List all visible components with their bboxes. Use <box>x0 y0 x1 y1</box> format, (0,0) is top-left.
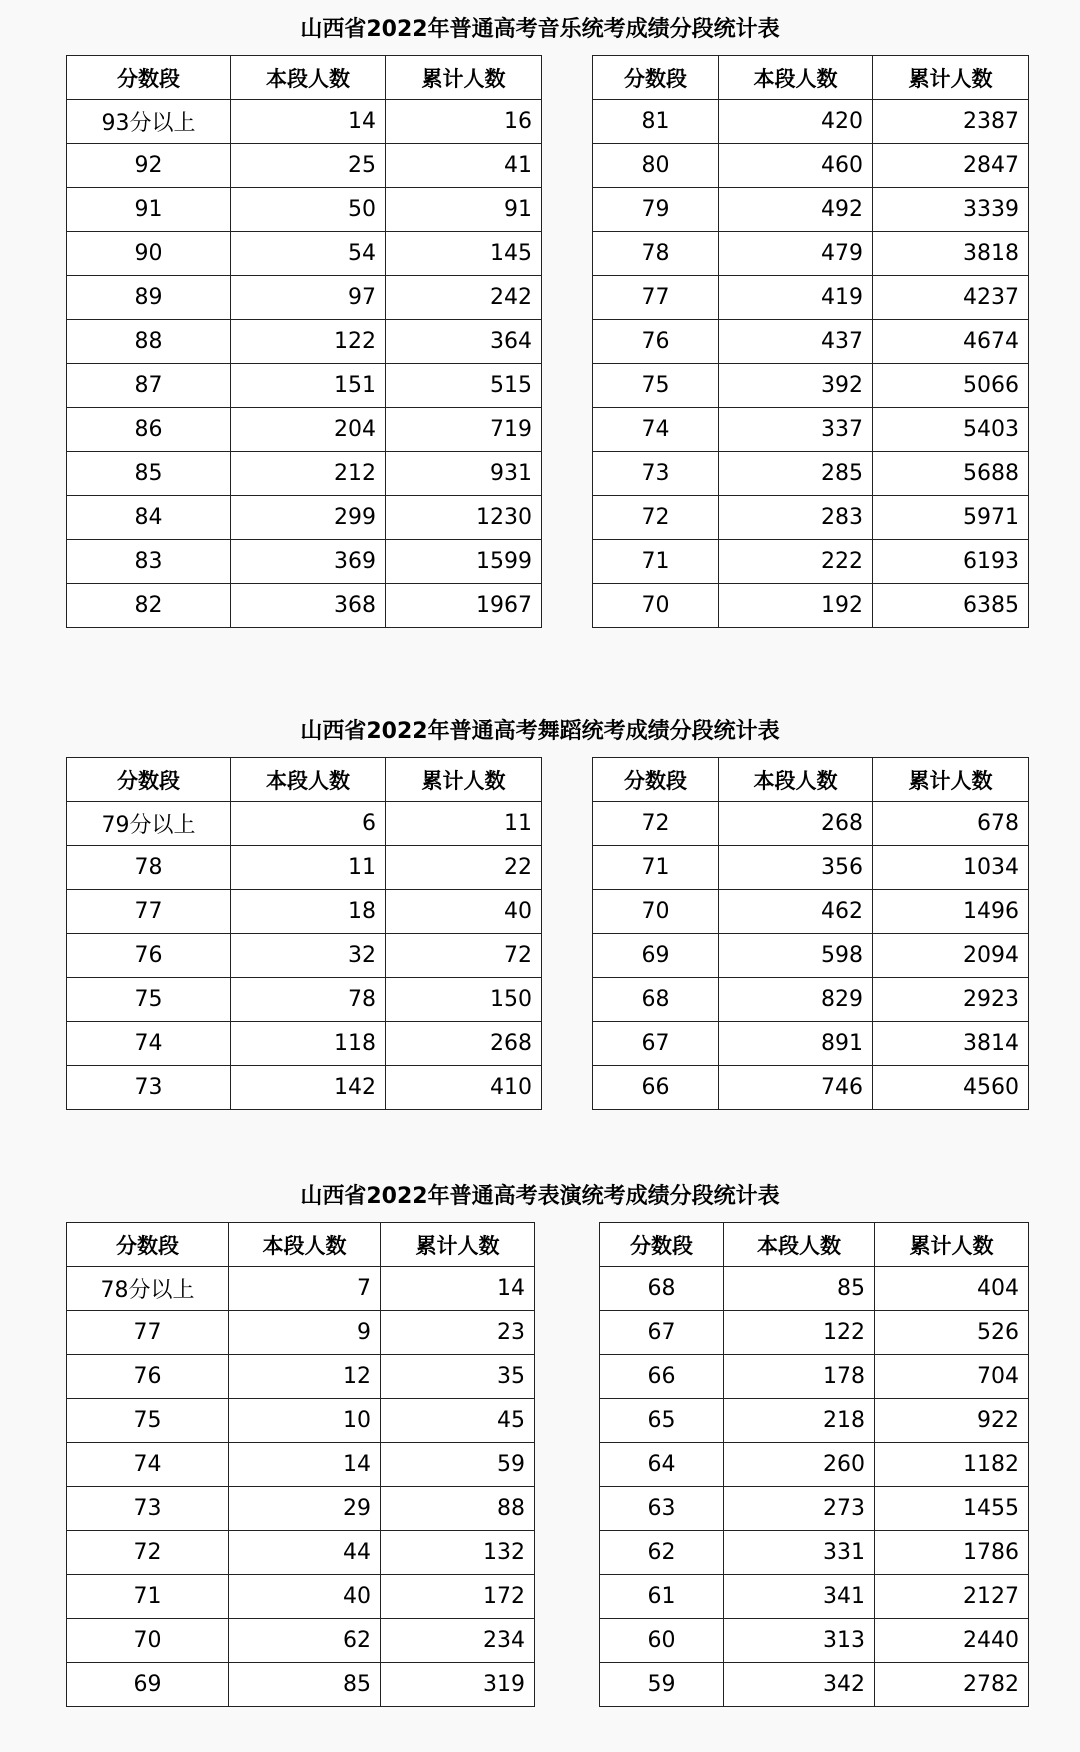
table-row <box>593 890 1029 934</box>
count-cell: 85 <box>724 1267 875 1311</box>
score-cell: 76 <box>67 1355 229 1399</box>
cumulative-cell: 1786 <box>875 1531 1029 1575</box>
count-cell: 273 <box>724 1487 875 1531</box>
count-cell: 285 <box>719 452 873 496</box>
count-cell: 746 <box>719 1066 873 1110</box>
table-row <box>600 1355 1029 1399</box>
table-row <box>600 1575 1029 1619</box>
count-cell: 9 <box>229 1311 381 1355</box>
cumulative-cell: 91 <box>386 188 542 232</box>
cumulative-cell: 5403 <box>873 408 1029 452</box>
score-cell: 91 <box>67 188 231 232</box>
table-row <box>67 1663 535 1707</box>
table-row <box>593 540 1029 584</box>
cumulative-cell: 268 <box>386 1022 542 1066</box>
cumulative-cell: 719 <box>386 408 542 452</box>
count-cell: 85 <box>229 1663 381 1707</box>
table-row <box>67 144 542 188</box>
count-cell: 392 <box>719 364 873 408</box>
count-cell: 419 <box>719 276 873 320</box>
table-row <box>593 408 1029 452</box>
table-row <box>67 276 542 320</box>
count-cell: 222 <box>719 540 873 584</box>
dance-table-title: 山西省2022年普通高考舞蹈统考成绩分段统计表 <box>300 719 780 744</box>
count-cell: 54 <box>231 232 386 276</box>
cumulative-cell: 922 <box>875 1399 1029 1443</box>
table-row <box>67 1443 535 1487</box>
column-header: 分数段 <box>67 758 231 802</box>
count-cell: 598 <box>719 934 873 978</box>
score-cell: 73 <box>67 1487 229 1531</box>
count-cell: 29 <box>229 1487 381 1531</box>
table-row <box>67 188 542 232</box>
cumulative-cell: 6385 <box>873 584 1029 628</box>
cumulative-cell: 16 <box>386 100 542 144</box>
table-row <box>67 802 542 846</box>
count-cell: 356 <box>719 846 873 890</box>
score-cell: 78 <box>67 846 231 890</box>
count-cell: 142 <box>231 1066 386 1110</box>
table-header-row <box>593 758 1029 802</box>
cumulative-cell: 2847 <box>873 144 1029 188</box>
table-row <box>593 320 1029 364</box>
count-cell: 6 <box>231 802 386 846</box>
cumulative-cell: 526 <box>875 1311 1029 1355</box>
score-cell: 70 <box>593 584 719 628</box>
table-row <box>593 1066 1029 1110</box>
cumulative-cell: 6193 <box>873 540 1029 584</box>
cumulative-cell: 678 <box>873 802 1029 846</box>
score-cell: 70 <box>67 1619 229 1663</box>
count-cell: 40 <box>229 1575 381 1619</box>
count-cell: 62 <box>229 1619 381 1663</box>
score-cell: 59 <box>600 1663 724 1707</box>
table-row <box>67 452 542 496</box>
count-cell: 479 <box>719 232 873 276</box>
table-row <box>67 1267 535 1311</box>
count-cell: 7 <box>229 1267 381 1311</box>
table-row <box>600 1619 1029 1663</box>
score-cell: 68 <box>593 978 719 1022</box>
count-cell: 420 <box>719 100 873 144</box>
table-row <box>600 1399 1029 1443</box>
score-cell: 65 <box>600 1399 724 1443</box>
cumulative-cell: 704 <box>875 1355 1029 1399</box>
cumulative-cell: 234 <box>381 1619 535 1663</box>
column-header: 分数段 <box>67 1223 229 1267</box>
score-cell: 90 <box>67 232 231 276</box>
score-cell: 85 <box>67 452 231 496</box>
table-row <box>593 364 1029 408</box>
count-cell: 260 <box>724 1443 875 1487</box>
table-row <box>67 1531 535 1575</box>
cumulative-cell: 3339 <box>873 188 1029 232</box>
column-header: 分数段 <box>593 56 719 100</box>
cumulative-cell: 931 <box>386 452 542 496</box>
table-row <box>600 1443 1029 1487</box>
table-row <box>593 934 1029 978</box>
table-row <box>67 978 542 1022</box>
cumulative-cell: 1034 <box>873 846 1029 890</box>
count-cell: 369 <box>231 540 386 584</box>
column-header: 累计人数 <box>873 758 1029 802</box>
score-cell: 73 <box>593 452 719 496</box>
cumulative-cell: 4674 <box>873 320 1029 364</box>
cumulative-cell: 515 <box>386 364 542 408</box>
cumulative-cell: 2782 <box>875 1663 1029 1707</box>
count-cell: 437 <box>719 320 873 364</box>
column-header: 本段人数 <box>229 1223 381 1267</box>
count-cell: 891 <box>719 1022 873 1066</box>
table-row <box>593 100 1029 144</box>
count-cell: 11 <box>231 846 386 890</box>
table-row <box>593 452 1029 496</box>
column-header: 本段人数 <box>724 1223 875 1267</box>
cumulative-cell: 3814 <box>873 1022 1029 1066</box>
count-cell: 118 <box>231 1022 386 1066</box>
score-cell: 69 <box>67 1663 229 1707</box>
table-row <box>67 1619 535 1663</box>
cumulative-cell: 72 <box>386 934 542 978</box>
column-header: 累计人数 <box>386 56 542 100</box>
table-row <box>593 846 1029 890</box>
score-cell: 70 <box>593 890 719 934</box>
cumulative-cell: 1967 <box>386 584 542 628</box>
table-row <box>67 364 542 408</box>
cumulative-cell: 4237 <box>873 276 1029 320</box>
table-header-row <box>67 56 542 100</box>
music-table-left <box>66 55 542 628</box>
score-cell: 78分以上 <box>67 1267 229 1311</box>
cumulative-cell: 3818 <box>873 232 1029 276</box>
count-cell: 212 <box>231 452 386 496</box>
cumulative-cell: 145 <box>386 232 542 276</box>
cumulative-cell: 242 <box>386 276 542 320</box>
table-header-row <box>600 1223 1029 1267</box>
count-cell: 218 <box>724 1399 875 1443</box>
table-row <box>67 1487 535 1531</box>
column-header: 分数段 <box>600 1223 724 1267</box>
score-cell: 72 <box>593 496 719 540</box>
table-row <box>593 496 1029 540</box>
column-header: 累计人数 <box>873 56 1029 100</box>
table-row <box>593 584 1029 628</box>
count-cell: 492 <box>719 188 873 232</box>
column-header: 本段人数 <box>719 758 873 802</box>
cumulative-cell: 172 <box>381 1575 535 1619</box>
count-cell: 14 <box>231 100 386 144</box>
table-row <box>67 232 542 276</box>
table-row <box>67 1022 542 1066</box>
cumulative-cell: 88 <box>381 1487 535 1531</box>
count-cell: 368 <box>231 584 386 628</box>
score-cell: 71 <box>67 1575 229 1619</box>
column-header: 分数段 <box>67 56 231 100</box>
column-header: 累计人数 <box>386 758 542 802</box>
table-row <box>593 232 1029 276</box>
table-row <box>67 496 542 540</box>
dance-table-left <box>66 757 542 1110</box>
score-cell: 74 <box>67 1022 231 1066</box>
score-cell: 74 <box>67 1443 229 1487</box>
count-cell: 462 <box>719 890 873 934</box>
table-row <box>600 1531 1029 1575</box>
table-row <box>67 540 542 584</box>
table-row <box>67 1355 535 1399</box>
score-cell: 81 <box>593 100 719 144</box>
score-cell: 74 <box>593 408 719 452</box>
table-row <box>600 1267 1029 1311</box>
count-cell: 204 <box>231 408 386 452</box>
score-cell: 88 <box>67 320 231 364</box>
score-cell: 76 <box>593 320 719 364</box>
count-cell: 50 <box>231 188 386 232</box>
cumulative-cell: 404 <box>875 1267 1029 1311</box>
column-header: 累计人数 <box>875 1223 1029 1267</box>
score-cell: 75 <box>593 364 719 408</box>
score-cell: 72 <box>67 1531 229 1575</box>
table-row <box>600 1487 1029 1531</box>
count-cell: 12 <box>229 1355 381 1399</box>
cumulative-cell: 319 <box>381 1663 535 1707</box>
cumulative-cell: 45 <box>381 1399 535 1443</box>
score-cell: 60 <box>600 1619 724 1663</box>
cumulative-cell: 2127 <box>875 1575 1029 1619</box>
cumulative-cell: 5066 <box>873 364 1029 408</box>
count-cell: 122 <box>231 320 386 364</box>
cumulative-cell: 35 <box>381 1355 535 1399</box>
score-cell: 69 <box>593 934 719 978</box>
score-cell: 73 <box>67 1066 231 1110</box>
table-row <box>593 802 1029 846</box>
score-cell: 92 <box>67 144 231 188</box>
cumulative-cell: 1455 <box>875 1487 1029 1531</box>
score-cell: 68 <box>600 1267 724 1311</box>
count-cell: 32 <box>231 934 386 978</box>
table-row <box>593 978 1029 1022</box>
table-row <box>67 934 542 978</box>
column-header: 本段人数 <box>719 56 873 100</box>
table-row <box>600 1663 1029 1707</box>
cumulative-cell: 150 <box>386 978 542 1022</box>
score-cell: 71 <box>593 846 719 890</box>
score-cell: 93分以上 <box>67 100 231 144</box>
score-cell: 76 <box>67 934 231 978</box>
cumulative-cell: 4560 <box>873 1066 1029 1110</box>
count-cell: 299 <box>231 496 386 540</box>
table-row <box>67 1575 535 1619</box>
score-cell: 71 <box>593 540 719 584</box>
count-cell: 18 <box>231 890 386 934</box>
table-row <box>67 1399 535 1443</box>
score-cell: 77 <box>67 1311 229 1355</box>
score-cell: 86 <box>67 408 231 452</box>
cumulative-cell: 364 <box>386 320 542 364</box>
score-cell: 79分以上 <box>67 802 231 846</box>
cumulative-cell: 1496 <box>873 890 1029 934</box>
score-cell: 77 <box>593 276 719 320</box>
cumulative-cell: 41 <box>386 144 542 188</box>
count-cell: 25 <box>231 144 386 188</box>
table-row <box>593 276 1029 320</box>
music-table-title: 山西省2022年普通高考音乐统考成绩分段统计表 <box>300 17 780 42</box>
cumulative-cell: 410 <box>386 1066 542 1110</box>
score-cell: 67 <box>593 1022 719 1066</box>
score-cell: 67 <box>600 1311 724 1355</box>
score-cell: 66 <box>600 1355 724 1399</box>
count-cell: 78 <box>231 978 386 1022</box>
table-row <box>67 100 542 144</box>
cumulative-cell: 1599 <box>386 540 542 584</box>
table-row <box>67 1066 542 1110</box>
score-cell: 64 <box>600 1443 724 1487</box>
cumulative-cell: 2094 <box>873 934 1029 978</box>
cumulative-cell: 2923 <box>873 978 1029 1022</box>
cumulative-cell: 59 <box>381 1443 535 1487</box>
table-row <box>67 846 542 890</box>
table-row <box>67 890 542 934</box>
table-header-row <box>67 758 542 802</box>
table-row <box>593 144 1029 188</box>
table-row <box>67 408 542 452</box>
column-header: 本段人数 <box>231 56 386 100</box>
cumulative-cell: 2440 <box>875 1619 1029 1663</box>
cumulative-cell: 23 <box>381 1311 535 1355</box>
cumulative-cell: 132 <box>381 1531 535 1575</box>
score-cell: 83 <box>67 540 231 584</box>
column-header: 分数段 <box>593 758 719 802</box>
table-row <box>593 1022 1029 1066</box>
column-header: 本段人数 <box>231 758 386 802</box>
score-cell: 87 <box>67 364 231 408</box>
table-row <box>600 1311 1029 1355</box>
cumulative-cell: 22 <box>386 846 542 890</box>
cumulative-cell: 2387 <box>873 100 1029 144</box>
count-cell: 829 <box>719 978 873 1022</box>
score-cell: 72 <box>593 802 719 846</box>
score-cell: 79 <box>593 188 719 232</box>
cumulative-cell: 1230 <box>386 496 542 540</box>
performance-table-title: 山西省2022年普通高考表演统考成绩分段统计表 <box>300 1184 780 1209</box>
count-cell: 342 <box>724 1663 875 1707</box>
count-cell: 341 <box>724 1575 875 1619</box>
score-cell: 61 <box>600 1575 724 1619</box>
score-cell: 66 <box>593 1066 719 1110</box>
table-header-row <box>67 1223 535 1267</box>
table-header-row <box>593 56 1029 100</box>
count-cell: 10 <box>229 1399 381 1443</box>
table-row <box>593 188 1029 232</box>
count-cell: 283 <box>719 496 873 540</box>
count-cell: 44 <box>229 1531 381 1575</box>
count-cell: 192 <box>719 584 873 628</box>
table-row <box>67 1311 535 1355</box>
count-cell: 178 <box>724 1355 875 1399</box>
score-cell: 78 <box>593 232 719 276</box>
score-cell: 75 <box>67 978 231 1022</box>
column-header: 累计人数 <box>381 1223 535 1267</box>
cumulative-cell: 5688 <box>873 452 1029 496</box>
score-cell: 75 <box>67 1399 229 1443</box>
count-cell: 151 <box>231 364 386 408</box>
performance-table-right <box>599 1222 1029 1707</box>
score-cell: 62 <box>600 1531 724 1575</box>
table-row <box>67 320 542 364</box>
count-cell: 331 <box>724 1531 875 1575</box>
music-table-right <box>592 55 1029 628</box>
cumulative-cell: 5971 <box>873 496 1029 540</box>
dance-table-right <box>592 757 1029 1110</box>
score-cell: 77 <box>67 890 231 934</box>
count-cell: 97 <box>231 276 386 320</box>
count-cell: 14 <box>229 1443 381 1487</box>
cumulative-cell: 1182 <box>875 1443 1029 1487</box>
score-cell: 89 <box>67 276 231 320</box>
count-cell: 313 <box>724 1619 875 1663</box>
table-row <box>67 584 542 628</box>
count-cell: 122 <box>724 1311 875 1355</box>
performance-table-left <box>66 1222 535 1707</box>
score-cell: 82 <box>67 584 231 628</box>
count-cell: 268 <box>719 802 873 846</box>
score-cell: 80 <box>593 144 719 188</box>
cumulative-cell: 14 <box>381 1267 535 1311</box>
score-cell: 84 <box>67 496 231 540</box>
count-cell: 337 <box>719 408 873 452</box>
count-cell: 460 <box>719 144 873 188</box>
cumulative-cell: 11 <box>386 802 542 846</box>
score-cell: 63 <box>600 1487 724 1531</box>
cumulative-cell: 40 <box>386 890 542 934</box>
